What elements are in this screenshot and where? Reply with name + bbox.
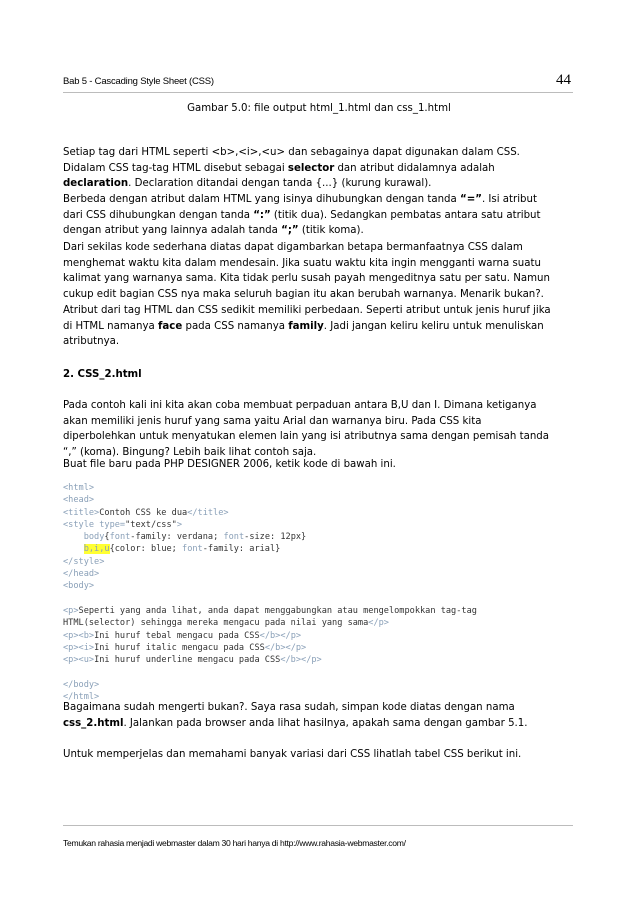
- code-line: </style>: [63, 556, 105, 567]
- code-line: </head>: [63, 569, 100, 580]
- paragraph-attribute-separators: [63, 192, 575, 239]
- footer-text: Temukan rahasia menjadi webmaster dalam 30 hari hanya di http://www.rahasia-webmaster.com/: [63, 838, 406, 848]
- code-line: HTML(selector) sehingga mereka mengacu pada nilai yang sama</p>: [63, 618, 389, 629]
- code-listing: [63, 482, 477, 703]
- text-line: kalimat yang warnanya sama. Kita tidak perlu susah payah mengeditnya satu per satu. Namun: [63, 273, 550, 285]
- paragraph-face-family: [63, 303, 575, 350]
- paragraph-run-result: [63, 700, 575, 731]
- text-line: menghemat waktu kita dalam mendesain. Jika suatu waktu kita ingin mengganti warna suatu: [63, 257, 541, 269]
- paragraph-css-benefit: [63, 240, 575, 302]
- code-line: <html>: [63, 483, 95, 493]
- text-line: dengan atribut yang lainnya adalah tanda “;” (titik koma).: [63, 225, 364, 237]
- code-line: <body>: [63, 581, 95, 592]
- paragraph-css-table-note: Untuk memperjelas dan memahami banyak variasi dari CSS lihatlah tabel CSS berikut ini.: [63, 749, 522, 760]
- code-line: <p>Seperti yang anda lihat, anda dapat menggabungkan atau mengelompokkan tag-tag: [63, 605, 477, 616]
- code-line: <title>Contoh CSS ke dua</title>: [63, 507, 229, 518]
- section-heading: 2. CSS_2.html: [63, 369, 142, 380]
- text-line: dari CSS dihubungkan dengan tanda “:” (titik dua). Sedangkan pembatas antara satu atribut: [63, 209, 541, 221]
- paragraph-instruction: Buat file baru pada PHP DESIGNER 2006, ketik kode di bawah ini.: [63, 459, 396, 470]
- text-line: Didalam CSS tag-tag HTML disebut sebagai selector dan atribut didalamnya adalah: [63, 162, 495, 174]
- page-number: 44: [556, 72, 571, 88]
- header-divider: [63, 92, 573, 93]
- text-line: “,” (koma). Bingung? Lebih baik lihat contoh saja.: [63, 446, 317, 458]
- code-line-blank: [63, 593, 477, 605]
- text-line: declaration. Declaration ditandai dengan tanda {...} (kurung kurawal).: [63, 178, 432, 190]
- text-line: di HTML namanya face pada CSS namanya family. Jadi jangan keliru keliru untuk menuliskan: [63, 320, 544, 332]
- text-line: cukup edit bagian CSS nya maka seluruh bagian itu akan berubah warnanya. Menarik bukan?.: [63, 288, 544, 300]
- code-line: </body>: [63, 679, 100, 690]
- text-line: Setiap tag dari HTML seperti <b>,<i>,<u> dan sebagainya dapat digunakan dalam CSS.: [63, 147, 520, 158]
- code-line: <p><u>Ini huruf underline mengacu pada CSS</b></p>: [63, 655, 322, 666]
- text-line: Pada contoh kali ini kita akan coba membuat perpaduan antara B,U dan I. Dimana ketiganya: [63, 400, 537, 411]
- text-line: Atribut dari tag HTML dan CSS sedikit memiliki perbedaan. Seperti atribut untuk jenis huruf jika: [63, 305, 551, 316]
- highlighted-selector: b,i,u: [83, 544, 110, 555]
- figure-caption: Gambar 5.0: file output html_1.html dan css_1.html: [187, 103, 451, 114]
- term-declaration: declaration: [63, 178, 129, 190]
- term-selector: selector: [287, 162, 335, 174]
- code-line: <style type="text/css">: [63, 519, 183, 530]
- code-line: b,i,u{color: blue; font-family: arial}: [83, 544, 281, 555]
- paragraph-selector-declaration: [63, 145, 575, 192]
- code-line: <p><i>Ini huruf italic mengacu pada CSS</b></p>: [63, 642, 307, 653]
- chapter-title: Bab 5 - Cascading Style Sheet (CSS): [63, 76, 214, 87]
- text-line: Dari sekilas kode sederhana diatas dapat digambarkan betapa bermanfaatnya CSS dalam: [63, 242, 523, 253]
- text-line: atributnya.: [63, 336, 120, 348]
- text-line: css_2.html. Jalankan pada browser anda lihat hasilnya, apakah sama dengan gambar 5.1.: [63, 717, 528, 729]
- code-line: <p><b>Ini huruf tebal mengacu pada CSS</b></p>: [63, 630, 302, 641]
- text-line: diperbolehkan untuk menyatukan elemen lain yang isi atributnya sama dengan pemisah tanda: [63, 431, 549, 443]
- text-line: Bagaimana sudah mengerti bukan?. Saya rasa sudah, simpan kode diatas dengan nama: [63, 702, 515, 713]
- code-line: body{font-family: verdana; font-size: 12px}: [63, 532, 307, 543]
- text-line: akan memiliki jenis huruf yang sama yaitu Arial dan warnanya biru. Pada CSS kita: [63, 415, 482, 427]
- paragraph-css2-intro: [63, 398, 575, 460]
- code-line: </html>: [63, 692, 100, 703]
- code-line-blank: [63, 666, 477, 678]
- footer-divider: [63, 825, 573, 826]
- text-line: Berbeda dengan atribut dalam HTML yang isinya dihubungkan dengan tanda “=”. Isi atribut: [63, 194, 537, 205]
- code-line: <head>: [63, 495, 95, 506]
